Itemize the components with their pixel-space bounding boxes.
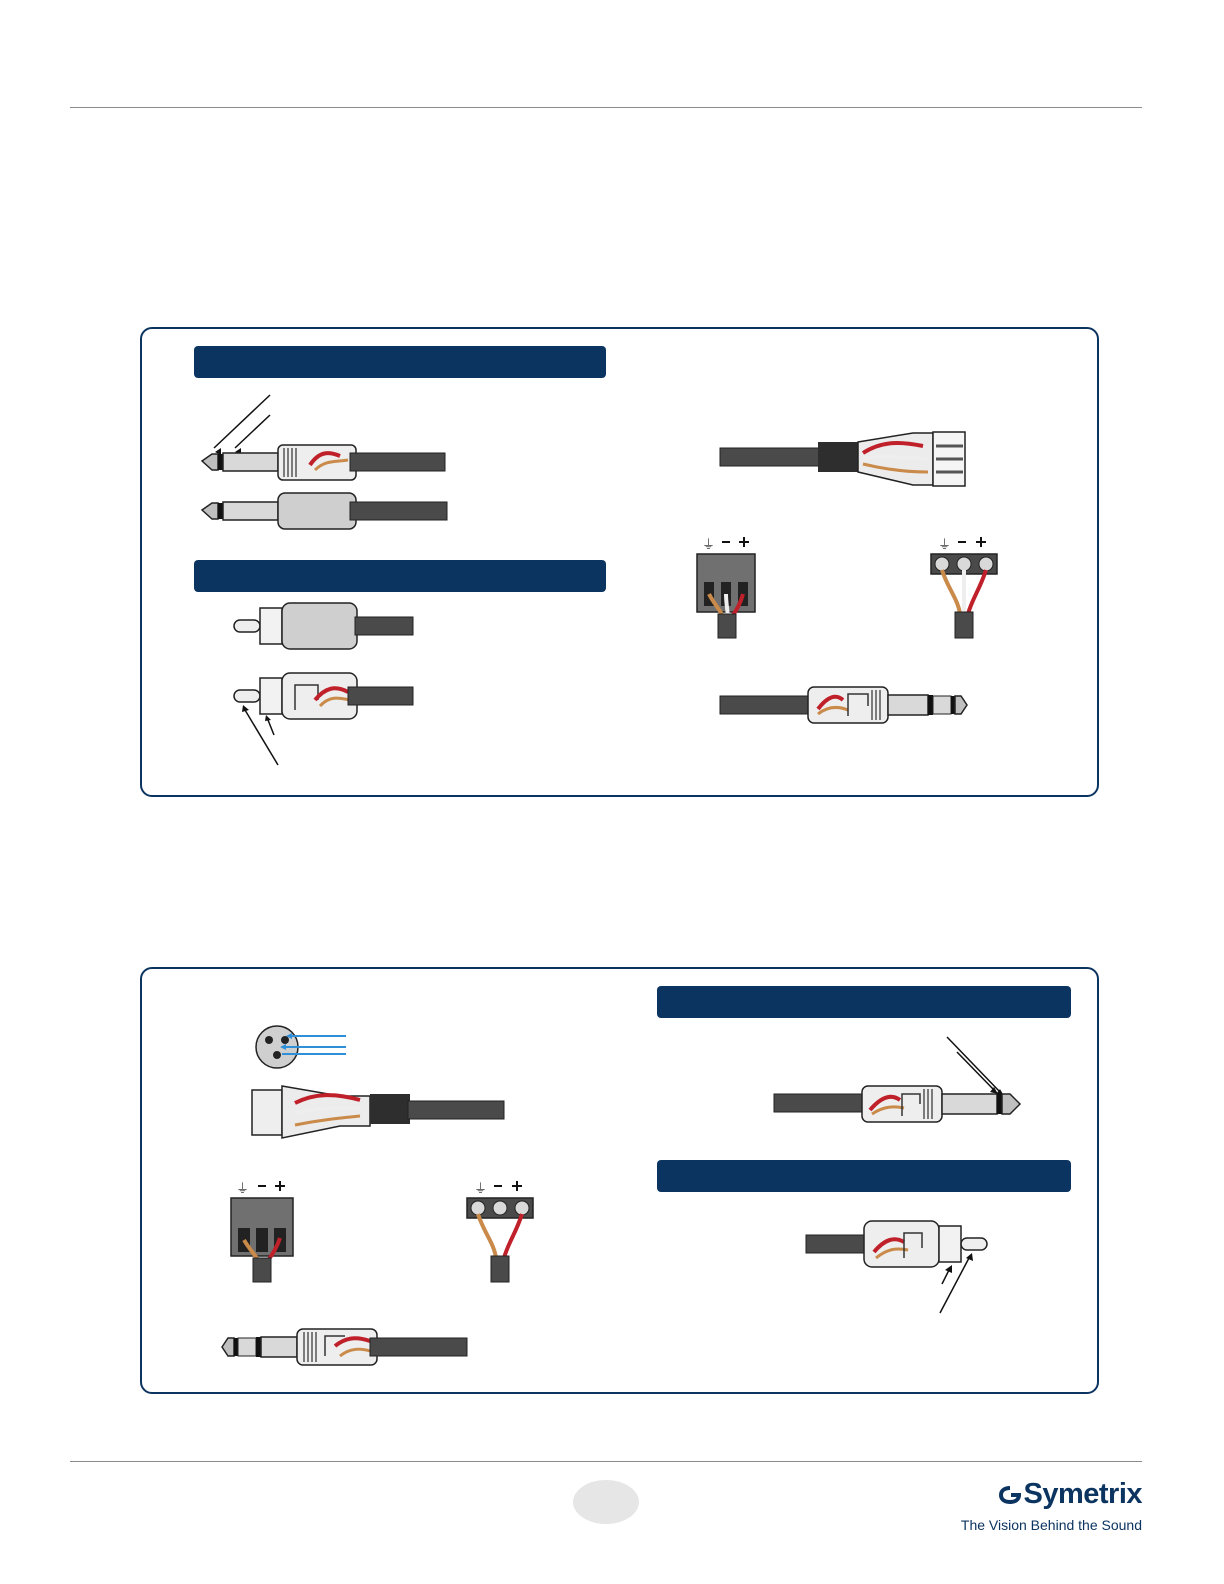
euroblock-connector-1: [692, 534, 762, 640]
footer-brand: [961, 1478, 1142, 1533]
trs-plug-diagram-2: [220, 1326, 470, 1368]
rca-plug-open-diagram: [230, 670, 420, 770]
ts-plug-open-diagram: [190, 390, 460, 480]
section-bar-rca-plug: [194, 560, 606, 592]
brand-logo: [961, 1478, 1142, 1511]
xlr-male-open-diagram: [718, 428, 968, 490]
trs-plug-diagram-1: [718, 684, 968, 726]
xlr-female-face-diagram: [252, 1022, 352, 1072]
brand-tagline: The Vision Behind the Sound: [960, 1517, 1142, 1533]
euroblock-connector-2: [228, 1178, 298, 1284]
header-rule: [70, 107, 1142, 108]
footer-rule: [70, 1461, 1142, 1462]
svg-text:⏚: ⏚: [702, 538, 716, 553]
rca-plug-closed-diagram: [230, 600, 420, 650]
rca-plug-right-diagram: [804, 1218, 994, 1318]
section-bar-rca-plug-2: [657, 1160, 1071, 1192]
section-bar-trs-plug: [657, 986, 1071, 1018]
ts-plug-closed-diagram: [190, 490, 460, 535]
symetrix-logo-icon: [999, 1486, 1021, 1504]
svg-text:⏚: ⏚: [938, 538, 952, 553]
ts-plug-right-diagram: [772, 1032, 1024, 1122]
screw-terminal-connector-2: [464, 1178, 536, 1284]
svg-text:⏚: ⏚: [236, 1182, 250, 1197]
svg-text:⏚: ⏚: [474, 1182, 488, 1197]
brand-name-text: Symetrix: [1023, 1478, 1142, 1510]
section-bar-ts-plug: [194, 346, 606, 378]
page-number-badge: [573, 1480, 639, 1524]
xlr-female-open-diagram: [250, 1078, 506, 1142]
screw-terminal-connector-1: [928, 534, 1000, 640]
